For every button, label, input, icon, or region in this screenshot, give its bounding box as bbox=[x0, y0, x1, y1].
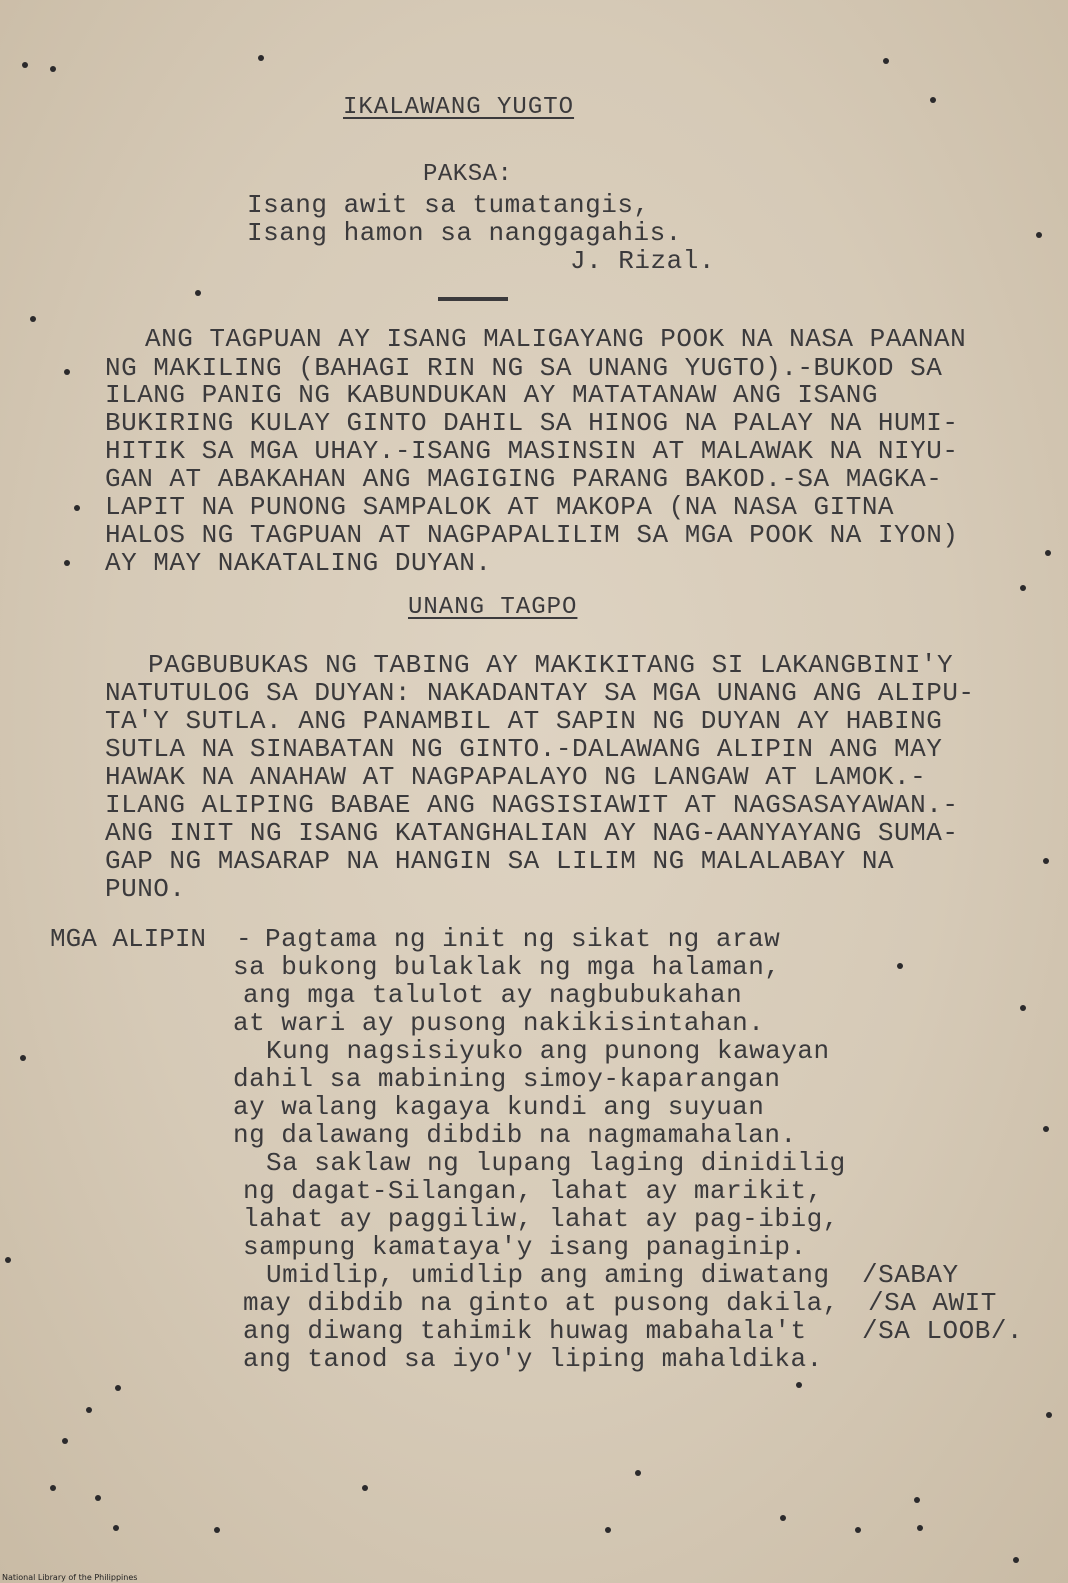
ink-speck bbox=[113, 1525, 119, 1531]
setting-line: NG MAKILING (BAHAGI RIN NG SA UNANG YUGTO).-BUKOD SA bbox=[105, 353, 943, 383]
lyric-line: ng dagat-Silangan, lahat ay marikit, bbox=[243, 1176, 823, 1206]
setting-line: AY MAY NAKATALING DUYAN. bbox=[105, 548, 492, 578]
epigraph-label: PAKSA: bbox=[423, 161, 513, 188]
ink-speck bbox=[780, 1515, 786, 1521]
ink-speck bbox=[64, 369, 70, 375]
ink-speck bbox=[20, 1055, 26, 1061]
epigraph-line: Isang awit sa tumatangis, bbox=[247, 190, 650, 220]
speaker-dash: - bbox=[236, 924, 252, 954]
stage-note: /SA AWIT bbox=[868, 1288, 997, 1318]
ink-speck bbox=[74, 505, 80, 511]
ink-speck bbox=[62, 1438, 68, 1444]
lyric-line: sampung kamataya'y isang panaginip. bbox=[243, 1232, 807, 1262]
speaker-name: MGA ALIPIN bbox=[50, 924, 207, 954]
scene-line: PAGBUBUKAS NG TABING AY MAKIKITANG SI LAKANGBINI'Y bbox=[148, 650, 954, 680]
ink-speck bbox=[914, 1497, 920, 1503]
ink-speck bbox=[1020, 585, 1026, 591]
setting-line: HITIK SA MGA UHAY.-ISANG MASINSIN AT MALAWAK NA NIYU- bbox=[105, 436, 959, 466]
lyric-line: ay walang kagaya kundi ang suyuan bbox=[233, 1092, 765, 1122]
ink-speck bbox=[1013, 1557, 1019, 1563]
setting-line: HALOS NG TAGPUAN AT NAGPAPALILIM SA MGA POOK NA IYON) bbox=[105, 520, 959, 550]
ink-speck bbox=[115, 1385, 121, 1391]
ink-speck bbox=[86, 1407, 92, 1413]
stage-note: /SA LOOB/. bbox=[862, 1316, 1024, 1346]
ink-speck bbox=[1043, 858, 1049, 864]
lyric-line: Kung nagsisiyuko ang punong kawayan bbox=[266, 1036, 830, 1066]
stage-note: /SABAY bbox=[862, 1260, 959, 1290]
scene-heading: UNANG TAGPO bbox=[408, 594, 578, 621]
lyric-line: ng dalawang dibdib na nagmamahalan. bbox=[233, 1120, 797, 1150]
lyric-line: ang diwang tahimik huwag mabahala't bbox=[243, 1316, 807, 1346]
scene-line: PUNO. bbox=[105, 874, 186, 904]
ink-speck bbox=[796, 1382, 802, 1388]
ink-speck bbox=[50, 66, 56, 72]
lyric-line: Sa saklaw ng lupang laging dinidilig bbox=[266, 1148, 846, 1178]
scene-line: HAWAK NA ANAHAW AT NAGPAPALAYO NG LANGAW AT LAMOK.- bbox=[105, 762, 927, 792]
lyric-line: Umidlip, umidlip ang aming diwatang bbox=[266, 1260, 830, 1290]
ink-speck bbox=[258, 55, 264, 61]
ink-speck bbox=[605, 1527, 611, 1533]
ink-speck bbox=[195, 290, 201, 296]
ink-speck bbox=[362, 1485, 368, 1491]
separator-rule bbox=[438, 297, 508, 301]
ink-speck bbox=[897, 963, 903, 969]
lyric-line: sa bukong bulaklak ng mga halaman, bbox=[233, 952, 781, 982]
lyric-line: Pagtama ng init ng sikat ng araw bbox=[265, 924, 781, 954]
setting-line: ANG TAGPUAN AY ISANG MALIGAYANG POOK NA NASA PAANAN bbox=[145, 324, 967, 354]
ink-speck bbox=[883, 58, 889, 64]
ink-speck bbox=[635, 1470, 641, 1476]
lyric-line: at wari ay pusong nakikisintahan. bbox=[233, 1008, 765, 1038]
lyric-line: dahil sa mabining simoy-kaparangan bbox=[233, 1064, 781, 1094]
setting-line: GAN AT ABAKAHAN ANG MAGIGING PARANG BAKOD.-SA MAGKA- bbox=[105, 464, 943, 494]
ink-speck bbox=[1043, 1126, 1049, 1132]
act-heading: IKALAWANG YUGTO bbox=[343, 94, 575, 121]
ink-speck bbox=[5, 1257, 11, 1263]
setting-line: BUKIRING KULAY GINTO DAHIL SA HINOG NA PALAY NA HUMI- bbox=[105, 408, 959, 438]
scene-line: GAP NG MASARAP NA HANGIN SA LILIM NG MALALABAY NA bbox=[105, 846, 895, 876]
epigraph-line: Isang hamon sa nanggagahis. bbox=[247, 218, 682, 248]
ink-speck bbox=[930, 97, 936, 103]
ink-speck bbox=[95, 1495, 101, 1501]
ink-speck bbox=[917, 1525, 923, 1531]
scene-line: TA'Y SUTLA. ANG PANAMBIL AT SAPIN NG DUYAN AY HABING bbox=[105, 706, 943, 736]
setting-line: ILANG PANIG NG KABUNDUKAN AY MATATANAW ANG ISANG bbox=[105, 380, 878, 410]
lyric-line: ang tanod sa iyo'y liping mahaldika. bbox=[243, 1344, 823, 1374]
ink-speck bbox=[1020, 1005, 1026, 1011]
setting-line: LAPIT NA PUNONG SAMPALOK AT MAKOPA (NA NASA GITNA bbox=[105, 492, 895, 522]
scene-line: SUTLA NA SINABATAN NG GINTO.-DALAWANG ALIPIN ANG MAY bbox=[105, 734, 943, 764]
ink-speck bbox=[50, 1485, 56, 1491]
ink-speck bbox=[214, 1527, 220, 1533]
ink-speck bbox=[64, 560, 70, 566]
library-footer: National Library of the Philippines bbox=[2, 1573, 138, 1582]
lyric-line: may dibdib na ginto at pusong dakila, bbox=[243, 1288, 839, 1318]
lyric-line: lahat ay paggiliw, lahat ay pag-ibig, bbox=[243, 1204, 839, 1234]
ink-speck bbox=[1045, 550, 1051, 556]
ink-speck bbox=[30, 316, 36, 322]
scene-line: ILANG ALIPING BABAE ANG NAGSISIAWIT AT NAGSASAYAWAN.- bbox=[105, 790, 959, 820]
epigraph-author: J. Rizal. bbox=[570, 246, 715, 276]
ink-speck bbox=[22, 62, 28, 68]
scene-line: ANG INIT NG ISANG KATANGHALIAN AY NAG-AANYAYANG SUMA- bbox=[105, 818, 959, 848]
ink-speck bbox=[1036, 232, 1042, 238]
ink-speck bbox=[855, 1527, 861, 1533]
ink-speck bbox=[1046, 1412, 1052, 1418]
scene-line: NATUTULOG SA DUYAN: NAKADANTAY SA MGA UNANG ANG ALIPU- bbox=[105, 678, 975, 708]
lyric-line: ang mga talulot ay nagbubukahan bbox=[243, 980, 743, 1010]
